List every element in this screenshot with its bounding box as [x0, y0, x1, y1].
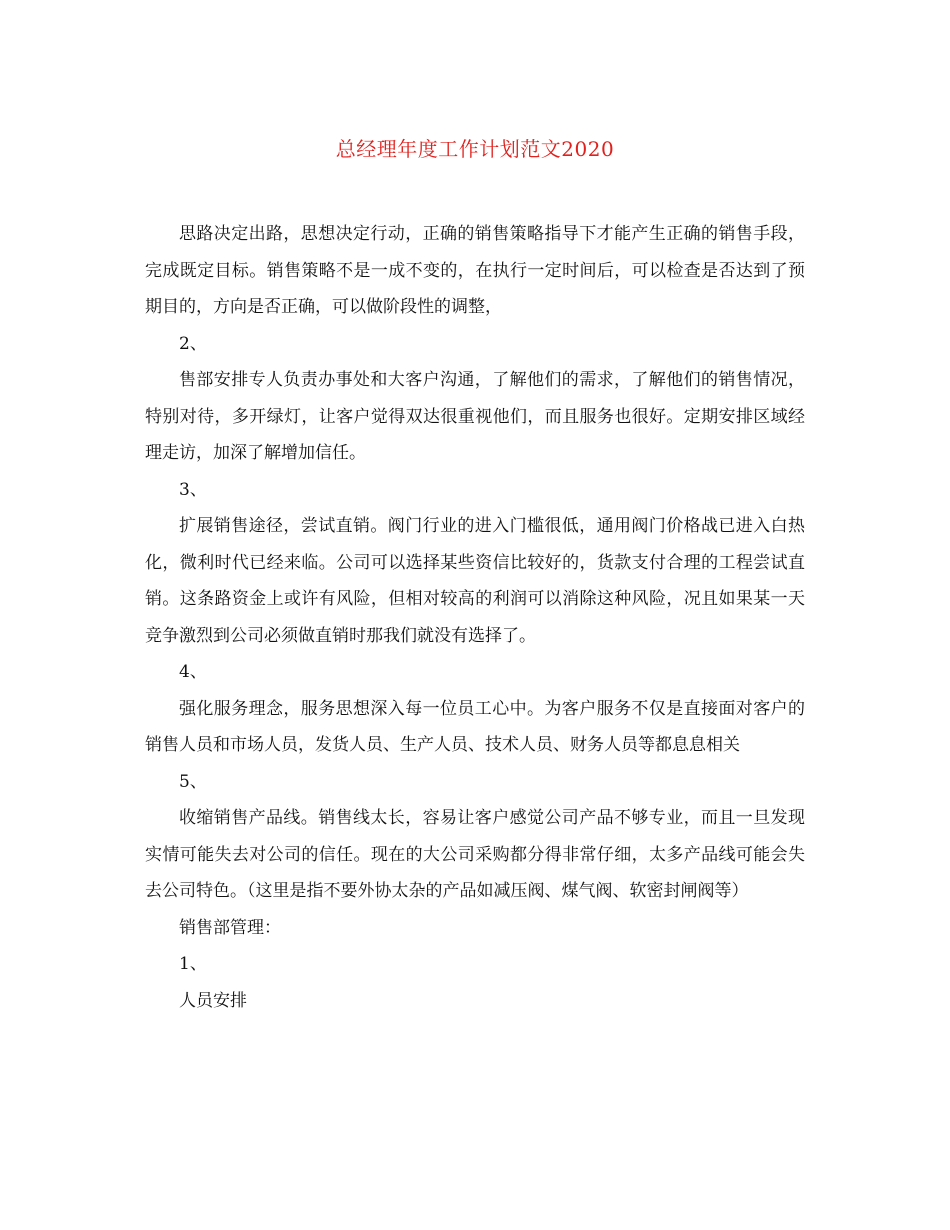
item-number-5: 5、 — [179, 771, 207, 792]
subheading-staffing: 人员安排 — [179, 990, 247, 1011]
paragraph-service: 强化服务理念，服务思想深入每一位员工心中。为客户服务不仅是直接面对客户的销售人员和市场人员，发货人员、生产人员、技术人员、财务人员等都息息相关 — [145, 698, 805, 755]
item-number-4: 4、 — [179, 662, 207, 682]
item-number-1: 1、 — [179, 954, 207, 974]
item-number-2: 2、 — [179, 333, 207, 354]
section-heading-sales-management: 销售部管理： — [179, 917, 281, 938]
document-title: 总经理年度工作计划范文2020 — [335, 137, 615, 161]
paragraph-key-clients: 售部安排专人负责办事处和大客户沟通，了解他们的需求，了解他们的销售情况，特别对待，多开绿灯，让客户觉得双达很重视他们，而且服务也很好。定期安排区域经理走访，加深了解增加信任。 — [145, 370, 805, 463]
paragraph-strategy: 思路决定出路，思想决定行动，正确的销售策略指导下才能产生正确的销售手段，完成既定目标。销售策略不是一成不变的，在执行一定时间后，可以检查是否达到了预期目的，方向是否正确，可以做阶段性的调整， — [145, 224, 805, 317]
item-number-3: 3、 — [179, 479, 207, 500]
document-body — [145, 216, 805, 1019]
paragraph-product-line: 收缩销售产品线。销售线太长，容易让客户感觉公司产品不够专业，而且一旦发现实情可能失去对公司的信任。现在的大公司采购都分得非常仔细，太多产品线可能会失去公司特色。（这里是指不要外协太杂的产品如减压阀、煤气阀、软密封闸阀等） — [145, 808, 805, 901]
paragraph-direct-sales: 扩展销售途径，尝试直销。阀门行业的进入门槛很低，通用阀门价格战已进入白热化，微利时代已经来临。公司可以选择某些资信比较好的，货款支付合理的工程尝试直销。这条路资金上或许有风险，但相对较高的利润可以消除这种风险，况且如果某一天竞争激烈到公司必须做直销时那我们就没有选择了。 — [145, 516, 805, 646]
